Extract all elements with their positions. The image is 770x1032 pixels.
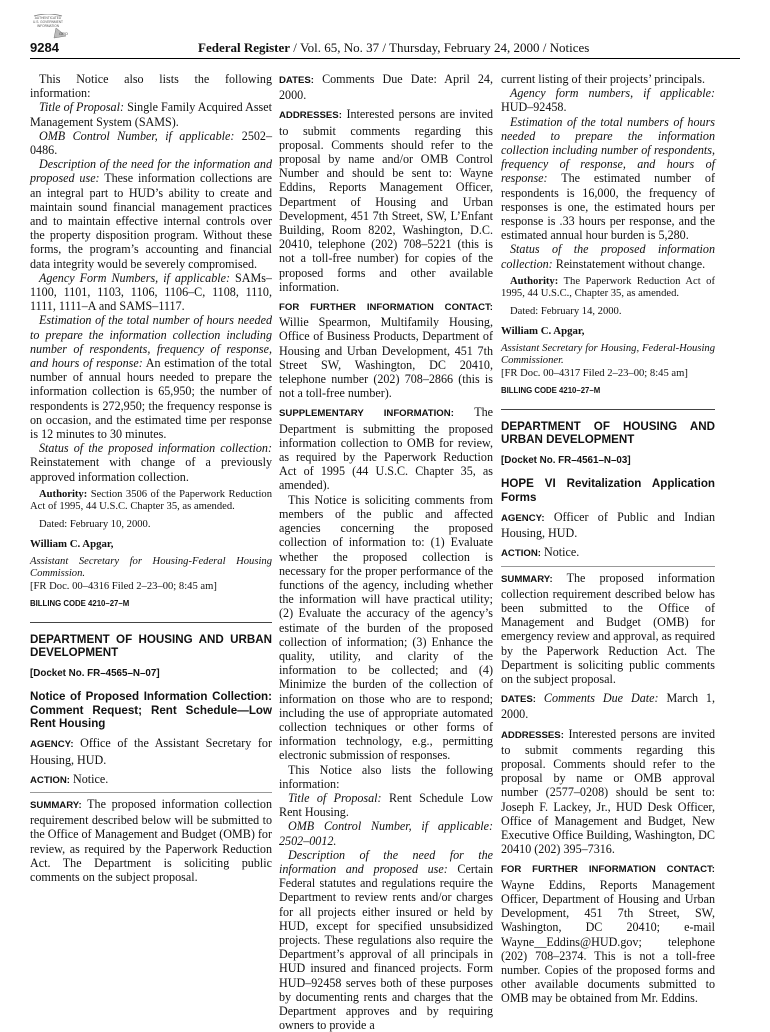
paragraph: This Notice is soliciting comments from members of the public and affected agencies concerning the proposed collection of information to: (1) Evaluate whether the proposed collection is necessary for the proper performance of the functions of the agency, including whether the information will have practical utility; (2) Evaluate the accuracy of the agency’s estimate of the burden of the proposed collection of information; (3) Enhance the quality, utility, and clarity of the information to be collected; and (4) Minimize the burden of the collection of information on those who are to respond; including the use of appropriate automated collection techniques or other forms of information technology, e.g., permitting electronic submission of responses. bbox=[279, 492, 493, 763]
agency: AGENCY: Officer of Public and Indian Housing, HUD. bbox=[501, 510, 715, 541]
docket-number: [Docket No. FR–4565–N–07] bbox=[30, 668, 160, 680]
agency: AGENCY: Office of the Assistant Secretary for Housing, HUD. bbox=[30, 736, 272, 767]
paragraph: Title of Proposal: Single Family Acquired Asset Management System (SAMS). bbox=[30, 100, 272, 129]
paragraph: Estimation of the total number of hours needed to prepare the information collection including number of respondents, frequency of response, and hours of response: An estimation of the total number of annual hours needed to prepare the information collection is 65,950; the number of respondents is 272,950; the frequency response is on occasion, and the estimated time per response is 12 minutes to 30 minutes. bbox=[30, 313, 273, 442]
journal-name: Federal Register bbox=[198, 40, 291, 55]
department-heading: DEPARTMENT OF HOUSING AND URBAN DEVELOPMENT bbox=[30, 632, 272, 660]
billing-code: BILLING CODE 4210–27–M bbox=[30, 598, 130, 608]
notice-title: HOPE VI Revitalization Application Forms bbox=[501, 477, 715, 504]
summary: SUMMARY: The proposed information collection requirement described below has been submitted to the Office of Management and Budget (OMB) for emergency review and approval, as required by the Paperwork Reduction Act. The Department is soliciting public comments on the subject proposal. bbox=[501, 570, 716, 687]
fr-doc: [FR Doc. 00–4317 Filed 2–23–00; 8:45 am] bbox=[501, 368, 688, 380]
paragraph: OMB Control Number, if applicable: 2502–0012. bbox=[279, 819, 493, 848]
paragraph: Estimation of the total numbers of hours needed to prepare the information collection including number of respondents, frequency of response, and hours of response: The estimated number of respondents is 16,000, the frequency of responses is one, the estimated hours per response is .33 hours per response, and the estimated annual hour burden is 5,280. bbox=[501, 114, 715, 243]
divider bbox=[501, 566, 715, 567]
addresses: ADDRESSES: Interested persons are invited to submit comments regarding this proposal. Comments should refer to the proposal by name or OMB approval number (2577–0208) should be sent to: Joseph F. Lackey, Jr., HUD Desk Officer, Office of Management and Budget, New Executive Office Building, Washington, DC 20410 (202) 395–7316. bbox=[501, 726, 715, 857]
logo-line-4: GPO bbox=[59, 31, 68, 36]
contact: FOR FURTHER INFORMATION CONTACT: Willie Spearmon, Multifamily Housing, Office of Business Products, Department of Housing and Urban Development, 451 7th Street SW, Washington, DC 20410, telephone number (202) 708–2866 (this is not a toll-free number). bbox=[279, 302, 493, 401]
notice-title: Notice of Proposed Information Collection: Comment Request; Rent Schedule—Low Rent Housing bbox=[30, 690, 272, 731]
section-divider bbox=[501, 409, 715, 410]
section-divider bbox=[30, 622, 272, 623]
column-3 bbox=[501, 72, 715, 1006]
logo-line-2: U.S. GOVERNMENT bbox=[33, 20, 63, 24]
logo-line-3: INFORMATION bbox=[36, 24, 60, 28]
summary: SUMMARY: The proposed information collection requirement described below will be submitted to the Office of Management and Budget (OMB) for review, as required by the Paperwork Reduction Act. The Department is soliciting public comments on the subject proposal. bbox=[30, 797, 272, 885]
page-number: 9284 bbox=[30, 40, 59, 55]
divider bbox=[30, 792, 272, 793]
dates: DATES: Comments Due Date: March 1, 2000. bbox=[501, 691, 715, 722]
issue-date: Thursday, February 24, 2000 bbox=[389, 40, 540, 55]
dated: Dated: February 10, 2000. bbox=[39, 519, 151, 531]
signer-title: Assistant Secretary for Housing-Federal Housing Commission. bbox=[30, 555, 272, 580]
billing-code: BILLING CODE 4210–27–M bbox=[501, 385, 601, 395]
signer-title: Assistant Secretary for Housing, Federal-Housing Commissioner. bbox=[501, 342, 715, 367]
paragraph: Description of the need for the information and proposed use: Certain Federal statutes and regulations require the Department to review rents and/or charges for all projects either insured or held by HUD, except for specified unsubsidized projects. These regulations also require the Department’s approval of all principals in HUD insured and financed projects. Form HUD–92458 serves both of these purposes by documenting rents and charges that the Department approves and by requiring owners to provide a bbox=[279, 847, 493, 1032]
signer-name: William C. Apgar, bbox=[501, 324, 585, 337]
paragraph: This Notice also lists the following information: bbox=[30, 72, 272, 101]
paragraph: Agency Form Numbers, if applicable: SAMs–1100, 1101, 1103, 1106, 1106–C, 1108, 1110, 1111, 1111–A and SAMS–1117. bbox=[30, 270, 272, 314]
column-2 bbox=[279, 72, 493, 1032]
action: ACTION: Notice. bbox=[30, 771, 109, 786]
paragraph: current listing of their projects’ principals. bbox=[501, 72, 705, 86]
docket-number: [Docket No. FR–4561–N–03] bbox=[501, 455, 631, 466]
paragraph: Status of the proposed information collection: Reinstatement without change. bbox=[501, 242, 715, 271]
paragraph: Description of the need for the information and proposed use: These information collections are an integral part to HUD’s ability to create and maintain sound financial management practices and to maintain effective internal controls over the property disposition program. Without these forms, the program’s accounting and financial data integrity would be severely compromised. bbox=[30, 157, 272, 271]
fr-doc: [FR Doc. 00–4316 Filed 2–23–00; 8:45 am] bbox=[30, 581, 217, 593]
dates: DATES: Comments Due Date: April 24, 2000. bbox=[279, 72, 493, 103]
authority: Authority: Section 3506 of the Paperwork Reduction Act of 1995, 44 U.S.C. Chapter 35, as amended. bbox=[30, 488, 272, 513]
signer-name: William C. Apgar, bbox=[30, 537, 114, 550]
department-heading: DEPARTMENT OF HOUSING AND URBAN DEVELOPMENT bbox=[501, 419, 715, 447]
column-1 bbox=[30, 72, 272, 884]
paragraph: OMB Control Number, if applicable: 2502–0486. bbox=[30, 128, 272, 158]
gpo-authentication-logo bbox=[26, 14, 70, 40]
paragraph: Agency form numbers, if applicable: HUD–92458. bbox=[501, 86, 715, 115]
supplementary: SUPPLEMENTARY INFORMATION: The Department is submitting the proposed information collection to OMB for review, as required by the Paperwork Reduction Act of 1995 (44 U.S.C. Chapter 35, as amended). bbox=[279, 405, 493, 493]
page-header bbox=[30, 40, 740, 59]
action: ACTION: Notice. bbox=[501, 545, 580, 560]
logo-line-1: AUTHENTICATED bbox=[34, 16, 62, 20]
authority: Authority: The Paperwork Reduction Act of 1995, 44 U.S.C., Chapter 35, as amended. bbox=[501, 275, 715, 300]
header-citation: Federal Register / Vol. 65, No. 37 / Thursday, February 24, 2000 / Notices bbox=[198, 40, 590, 55]
paragraph: Title of Proposal: Rent Schedule Low Rent Housing. bbox=[279, 790, 493, 820]
addresses: ADDRESSES: Interested persons are invited to submit comments regarding this proposal. Comments should refer to the proposal by name and/or OMB Control Number and should be sent to: Wayne Eddins, Reports Management Officer, Department of Housing and Urban Development, 451 7th Street, SW, L’Enfant Building, Room 8202, Washington, D.C. 20410, telephone (202) 708–5221 (this is not a toll-free number) for copies of the proposed forms and other available information. bbox=[279, 107, 493, 294]
paragraph: Status of the proposed information collection: Reinstatement with change of a previously approved information collection. bbox=[30, 441, 272, 484]
paragraph: This Notice also lists the following information: bbox=[279, 762, 493, 791]
contact: FOR FURTHER INFORMATION CONTACT: Wayne Eddins, Reports Management Officer, Department of Housing and Urban Development, 451 7th Street, SW, Washington, DC 20410; e-mail Wayne__Eddins@HUD.gov; telephone (202) 708–2374. This is not a toll-free number. Copies of the proposed forms and other available documents submitted to OMB may be obtained from Mr. Eddins. bbox=[501, 864, 715, 1006]
dated: Dated: February 14, 2000. bbox=[510, 306, 622, 318]
section-name: Notices bbox=[549, 40, 590, 55]
volume: Vol. 65, No. 37 bbox=[299, 40, 380, 55]
